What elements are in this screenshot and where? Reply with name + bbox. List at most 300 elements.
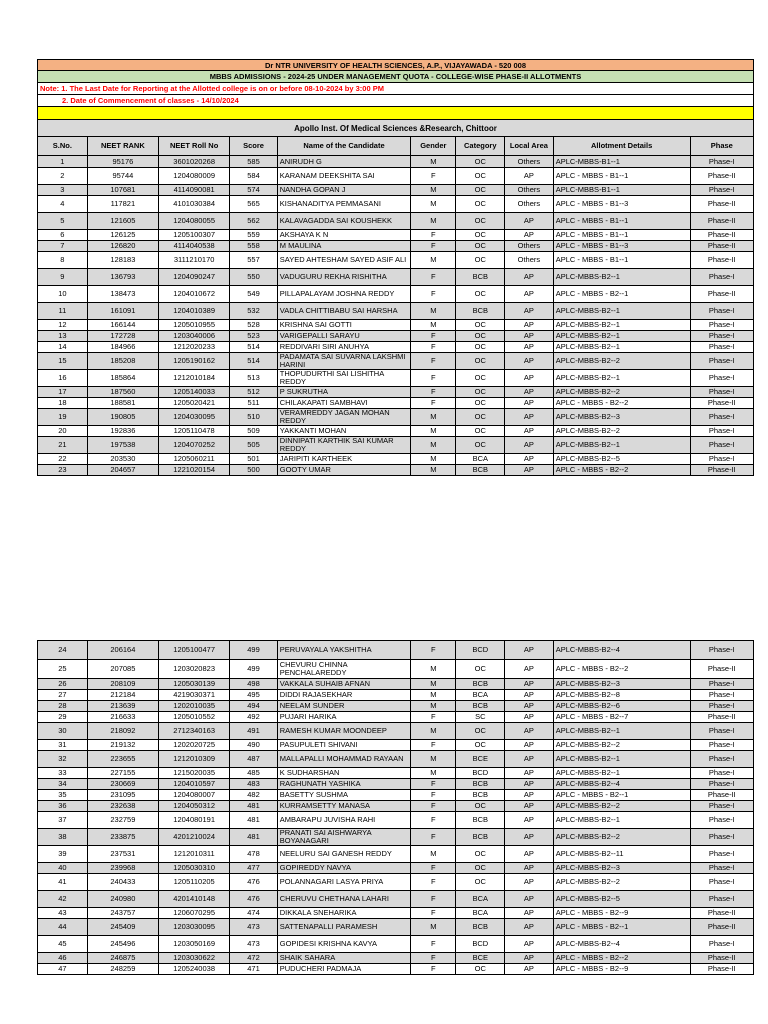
gender-cell: F [411,874,456,891]
category-cell: OC [456,740,505,751]
gender-cell: F [411,953,456,964]
roll-no-cell: 1221020154 [159,465,230,476]
roll-no-cell: 1215020035 [159,768,230,779]
neet-rank-cell: 172728 [87,331,158,342]
local-area-cell: AP [505,303,554,320]
category-cell: OC [456,863,505,874]
allotment-cell: APLC - MBBS - B1--1 [553,230,690,241]
candidate-name-cell: KISHANADITYA PEMMASANI [277,196,410,213]
score-cell: 471 [230,964,278,975]
candidate-name-cell: SHAIK SAHARA [277,953,410,964]
neet-rank-cell: 248259 [87,964,158,975]
column-header-gender: Gender [411,137,456,156]
column-header-roll-no: NEET Roll No [159,137,230,156]
score-cell: 501 [230,454,278,465]
sno-cell: 14 [38,342,88,353]
local-area-cell: AP [505,168,554,185]
score-cell: 559 [230,230,278,241]
local-area-cell: AP [505,398,554,409]
table-row [38,846,754,863]
local-area-cell: AP [505,342,554,353]
table-row [38,454,754,465]
score-cell: 562 [230,213,278,230]
candidate-name-cell: PUJARI HARIKA [277,712,410,723]
roll-no-cell: 4101030384 [159,196,230,213]
table-row [38,690,754,701]
roll-no-cell: 1204080009 [159,168,230,185]
candidate-name-cell: VAKKALA SUHAIB AFNAN [277,679,410,690]
category-cell: OC [456,168,505,185]
category-cell: BCA [456,690,505,701]
allotment-cell: APLC - MBBS - B2--1 [553,790,690,801]
gender-cell: M [411,454,456,465]
table-row [38,801,754,812]
neet-rank-cell: 188581 [87,398,158,409]
table-row [38,387,754,398]
category-cell: BCA [456,891,505,908]
roll-no-cell: 1205030310 [159,863,230,874]
gender-cell: F [411,398,456,409]
roll-no-cell: 1205140033 [159,387,230,398]
allotment-cell: APLC-MBBS-B2--6 [553,701,690,712]
local-area-cell: AP [505,712,554,723]
neet-rank-cell: 117821 [87,196,158,213]
gender-cell: M [411,426,456,437]
allotment-cell: APLC - MBBS - B1--1 [553,168,690,185]
category-cell: BCE [456,751,505,768]
candidate-name-cell: SAYED AHTESHAM SAYED ASIF ALI [277,252,410,269]
neet-rank-cell: 227155 [87,768,158,779]
neet-rank-cell: 128183 [87,252,158,269]
gender-cell: F [411,331,456,342]
sno-cell: 4 [38,196,88,213]
table-row [38,874,754,891]
column-header-local-area: Local Area [505,137,554,156]
score-cell: 473 [230,919,278,936]
local-area-cell: AP [505,454,554,465]
gender-cell: F [411,936,456,953]
sno-cell: 10 [38,286,88,303]
allotment-cell: APLC-MBBS-B2--2 [553,353,690,370]
sno-cell: 27 [38,690,88,701]
category-cell: BCE [456,953,505,964]
sno-cell: 30 [38,723,88,740]
roll-no-cell: 1203030095 [159,919,230,936]
neet-rank-cell: 95176 [87,156,158,168]
candidate-name-cell: DINNIPATI KARTHIK SAI KUMAR REDDY [277,437,410,454]
phase-cell: Phase-I [690,269,753,286]
table-row [38,426,754,437]
phase-cell: Phase-II [690,168,753,185]
sno-cell: 12 [38,320,88,331]
local-area-cell: AP [505,409,554,426]
roll-no-cell: 4219030371 [159,690,230,701]
sno-cell: 43 [38,908,88,919]
allotment-cell: APLC-MBBS-B2--3 [553,679,690,690]
gender-cell: F [411,370,456,387]
neet-rank-cell: 240433 [87,874,158,891]
local-area-cell: AP [505,812,554,829]
allotment-cell: APLC - MBBS - B1--1 [553,252,690,269]
sno-cell: 28 [38,701,88,712]
neet-rank-cell: 121605 [87,213,158,230]
candidate-name-cell: PRANATI SAI AISHWARYA BOYANAGARI [277,829,410,846]
candidate-name-cell: GOOTY UMAR [277,465,410,476]
score-cell: 565 [230,196,278,213]
local-area-cell: AP [505,953,554,964]
roll-no-cell: 1204010672 [159,286,230,303]
allotment-cell: APLC-MBBS-B2--3 [553,863,690,874]
sno-cell: 18 [38,398,88,409]
score-cell: 514 [230,342,278,353]
candidate-name-cell: RAGHUNATH YASHIKA [277,779,410,790]
gender-cell: M [411,768,456,779]
gender-cell: F [411,712,456,723]
roll-no-cell: 4201210024 [159,829,230,846]
candidate-name-cell: KALAVAGADDA SAI KOUSHEKK [277,213,410,230]
phase-cell: Phase-I [690,812,753,829]
table-row [38,712,754,723]
candidate-name-cell: VADLA CHITTIBABU SAI HARSHA [277,303,410,320]
table-row [38,679,754,690]
neet-rank-cell: 216633 [87,712,158,723]
allotment-cell: APLC-MBBS-B2--2 [553,740,690,751]
neet-rank-cell: 233875 [87,829,158,846]
gender-cell: F [411,342,456,353]
allotment-cell: APLC - MBBS - B2--7 [553,712,690,723]
local-area-cell: AP [505,751,554,768]
gender-cell: M [411,690,456,701]
sno-cell: 33 [38,768,88,779]
roll-no-cell: 1205010955 [159,320,230,331]
allotment-cell: APLC - MBBS - B2--2 [553,660,690,679]
local-area-cell: AP [505,740,554,751]
neet-rank-cell: 161091 [87,303,158,320]
candidate-name-cell: GOPIREDDY NAVYA [277,863,410,874]
category-cell: OC [456,286,505,303]
roll-no-cell: 1204080055 [159,213,230,230]
neet-rank-cell: 138473 [87,286,158,303]
local-area-cell: AP [505,908,554,919]
table-row [38,812,754,829]
allotment-cell: APLC-MBBS-B2--2 [553,801,690,812]
category-cell: BCB [456,465,505,476]
score-cell: 499 [230,641,278,660]
neet-rank-cell: 218092 [87,723,158,740]
local-area-cell: AP [505,426,554,437]
candidate-name-cell: NANDHA GOPAN J [277,185,410,196]
candidate-name-cell: POLANNAGARI LASYA PRIYA [277,874,410,891]
sno-cell: 47 [38,964,88,975]
score-cell: 474 [230,908,278,919]
roll-no-cell: 1205110478 [159,426,230,437]
score-cell: 557 [230,252,278,269]
roll-no-cell: 1205020421 [159,398,230,409]
allotment-cell: APLC-MBBS-B2--4 [553,641,690,660]
gender-cell: F [411,790,456,801]
sno-cell: 2 [38,168,88,185]
score-cell: 512 [230,387,278,398]
neet-rank-cell: 246875 [87,953,158,964]
gender-cell: M [411,303,456,320]
neet-rank-cell: 126820 [87,241,158,252]
roll-no-cell: 4114090081 [159,185,230,196]
category-cell: OC [456,387,505,398]
gender-cell: M [411,679,456,690]
sno-cell: 44 [38,919,88,936]
score-cell: 495 [230,690,278,701]
gender-cell: F [411,908,456,919]
phase-cell: Phase-I [690,723,753,740]
column-header-score: Score [230,137,278,156]
local-area-cell: AP [505,370,554,387]
candidate-name-cell: CHERUVU CHETHANA LAHARI [277,891,410,908]
score-cell: 487 [230,751,278,768]
table-row [38,437,754,454]
allotment-cell: APLC-MBBS-B2--5 [553,454,690,465]
neet-rank-cell: 204657 [87,465,158,476]
sno-cell: 29 [38,712,88,723]
sno-cell: 32 [38,751,88,768]
candidate-name-cell: JARIPITI KARTHEEK [277,454,410,465]
phase-cell: Phase-II [690,252,753,269]
gender-cell: M [411,185,456,196]
category-cell: OC [456,230,505,241]
score-cell: 550 [230,269,278,286]
allotment-cell: APLC - MBBS - B2--9 [553,964,690,975]
gender-cell: F [411,241,456,252]
local-area-cell: AP [505,863,554,874]
local-area-cell: AP [505,679,554,690]
category-cell: OC [456,660,505,679]
candidate-name-cell: DIDDI RAJASEKHAR [277,690,410,701]
allotment-cell: APLC - MBBS - B2--1 [553,919,690,936]
sno-cell: 16 [38,370,88,387]
local-area-cell: Others [505,252,554,269]
neet-rank-cell: 223655 [87,751,158,768]
candidate-name-cell: AMBARAPU JUVISHA RAHI [277,812,410,829]
allotment-cell: APLC-MBBS-B2--4 [553,779,690,790]
table-row [38,409,754,426]
allotment-cell: APLC - MBBS - B1--3 [553,241,690,252]
neet-rank-cell: 230669 [87,779,158,790]
score-cell: 498 [230,679,278,690]
candidate-name-cell: ANIRUDH G [277,156,410,168]
score-cell: 523 [230,331,278,342]
neet-rank-cell: 206164 [87,641,158,660]
gender-cell: F [411,801,456,812]
candidate-name-cell: KARANAM DEEKSHITA SAI [277,168,410,185]
neet-rank-cell: 107681 [87,185,158,196]
commencement-note: 2. Date of Commencement of classes - 14/10/2024 [37,94,754,107]
category-cell: BCB [456,919,505,936]
category-cell: OC [456,370,505,387]
allotment-cell: APLC-MBBS-B2--1 [553,812,690,829]
score-cell: 482 [230,790,278,801]
local-area-cell: AP [505,829,554,846]
local-area-cell: AP [505,919,554,936]
category-cell: BCB [456,812,505,829]
table-row [38,286,754,303]
roll-no-cell: 2712340163 [159,723,230,740]
gender-cell: F [411,641,456,660]
phase-cell: Phase-I [690,426,753,437]
candidate-name-cell: VADUGURU REKHA RISHITHA [277,269,410,286]
phase-cell: Phase-I [690,874,753,891]
allotment-cell: APLC-MBBS-B2--1 [553,331,690,342]
allotment-cell: APLC-MBBS-B2--1 [553,723,690,740]
score-cell: 472 [230,953,278,964]
candidate-name-cell: YAKKANTI MOHAN [277,426,410,437]
neet-rank-cell: 245496 [87,936,158,953]
category-cell: OC [456,409,505,426]
score-cell: 485 [230,768,278,779]
gender-cell: M [411,660,456,679]
table-row [38,331,754,342]
table-row [38,908,754,919]
score-cell: 499 [230,660,278,679]
gender-cell: F [411,863,456,874]
local-area-cell: AP [505,465,554,476]
allotment-cell: APLC-MBBS-B2--1 [553,751,690,768]
sno-cell: 3 [38,185,88,196]
candidate-name-cell: PUDUCHERI PADMAJA [277,964,410,975]
local-area-cell: AP [505,660,554,679]
candidate-name-cell: CHILAKAPATI SAMBHAVI [277,398,410,409]
local-area-cell: AP [505,320,554,331]
sno-cell: 9 [38,269,88,286]
neet-rank-cell: 207085 [87,660,158,679]
table-row [38,241,754,252]
sno-cell: 24 [38,641,88,660]
neet-rank-cell: 245409 [87,919,158,936]
sno-cell: 21 [38,437,88,454]
table-row [38,768,754,779]
allotment-cell: APLC-MBBS-B2--2 [553,829,690,846]
phase-cell: Phase-I [690,701,753,712]
local-area-cell: AP [505,768,554,779]
score-cell: 513 [230,370,278,387]
phase-cell: Phase-II [690,790,753,801]
roll-no-cell: 1206070295 [159,908,230,919]
local-area-cell: AP [505,936,554,953]
candidate-name-cell: M MAULINA [277,241,410,252]
sno-cell: 7 [38,241,88,252]
candidate-name-cell: REDDIVARI SIRI ANUHYA [277,342,410,353]
phase-cell: Phase-I [690,829,753,846]
roll-no-cell: 1205100477 [159,641,230,660]
sno-cell: 26 [38,679,88,690]
phase-cell: Phase-I [690,409,753,426]
neet-rank-cell: 232759 [87,812,158,829]
table-row [38,701,754,712]
column-header-allotment: Allotment Details [553,137,690,156]
gender-cell: F [411,740,456,751]
allotment-cell: APLC-MBBS-B2--1 [553,437,690,454]
score-cell: 494 [230,701,278,712]
category-cell: BCB [456,679,505,690]
phase-cell: Phase-I [690,936,753,953]
phase-cell: Phase-I [690,156,753,168]
sno-cell: 23 [38,465,88,476]
phase-cell: Phase-I [690,891,753,908]
score-cell: 505 [230,437,278,454]
table-row [38,213,754,230]
score-cell: 510 [230,409,278,426]
sno-cell: 42 [38,891,88,908]
sno-cell: 15 [38,353,88,370]
phase-cell: Phase-II [690,230,753,241]
category-cell: BCB [456,269,505,286]
candidate-name-cell: GOPIDESI KRISHNA KAVYA [277,936,410,953]
phase-cell: Phase-I [690,342,753,353]
gender-cell: F [411,829,456,846]
category-cell: OC [456,801,505,812]
roll-no-cell: 1212010311 [159,846,230,863]
score-cell: 585 [230,156,278,168]
table-row [38,936,754,953]
neet-rank-cell: 231095 [87,790,158,801]
roll-no-cell: 1204050312 [159,801,230,812]
reporting-note: Note: 1. The Last Date for Reporting at the Allotted college is on or before 08-10-2024 by 3:00 PM [37,82,754,95]
category-cell: OC [456,426,505,437]
phase-cell: Phase-I [690,846,753,863]
roll-no-cell: 3601020268 [159,156,230,168]
allotment-cell: APLC-MBBS-B2--1 [553,269,690,286]
table-row [38,168,754,185]
sno-cell: 38 [38,829,88,846]
category-cell: BCB [456,790,505,801]
allotment-cell: APLC-MBBS-B2--2 [553,387,690,398]
neet-rank-cell: 208109 [87,679,158,690]
column-header-sno: S.No. [38,137,88,156]
roll-no-cell: 1205010552 [159,712,230,723]
candidate-name-cell: NEELAM SUNDER [277,701,410,712]
gender-cell: F [411,286,456,303]
local-area-cell: AP [505,230,554,241]
table-row [38,156,754,168]
roll-no-cell: 1205100307 [159,230,230,241]
table-row [38,660,754,679]
gender-cell: M [411,320,456,331]
sno-cell: 40 [38,863,88,874]
neet-rank-cell: 185208 [87,353,158,370]
local-area-cell: AP [505,891,554,908]
allotment-cell: APLC - MBBS - B1--1 [553,213,690,230]
allotment-table-page-1 [37,136,754,476]
score-cell: 476 [230,874,278,891]
neet-rank-cell: 184966 [87,342,158,353]
sno-cell: 20 [38,426,88,437]
table-row [38,465,754,476]
roll-no-cell: 1204090247 [159,269,230,286]
allotment-cell: APLC-MBBS-B2--4 [553,936,690,953]
local-area-cell: AP [505,269,554,286]
candidate-name-cell: AKSHAYA K N [277,230,410,241]
sno-cell: 6 [38,230,88,241]
roll-no-cell: 3111210170 [159,252,230,269]
gender-cell: M [411,213,456,230]
score-cell: 490 [230,740,278,751]
sno-cell: 22 [38,454,88,465]
category-cell: OC [456,331,505,342]
category-cell: OC [456,874,505,891]
table-row [38,919,754,936]
gender-cell: M [411,409,456,426]
neet-rank-cell: 237531 [87,846,158,863]
university-title: Dr NTR UNIVERSITY OF HEALTH SCIENCES, A.P., VIJAYAWADA - 520 008 [37,59,754,71]
allotment-cell: APLC-MBBS-B2--3 [553,409,690,426]
